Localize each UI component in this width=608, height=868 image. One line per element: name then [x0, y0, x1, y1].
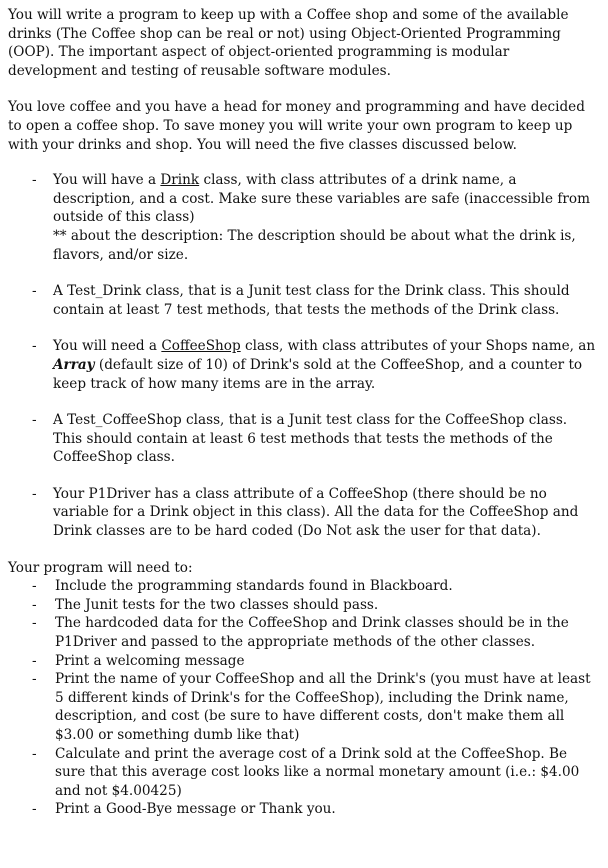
requirements-list — [8, 577, 598, 819]
coffee-shop-paragraph: You love coffee and you have a head for money and programming and have decided to open a coffee shop. To save money you will write your own program to keep up with your drinks and shop. You will need the five classes discussed below. — [8, 99, 585, 153]
array-keyword: Array — [53, 356, 95, 373]
list-dash: - — [32, 596, 37, 613]
class-item-test-coffeeshop — [8, 411, 598, 467]
class-item-coffeeshop — [8, 337, 598, 393]
class-item-driver — [8, 485, 598, 541]
drink-class-name: Drink — [160, 172, 200, 189]
requirement-text: Print a Good-Bye message or Thank you. — [55, 801, 336, 818]
list-dash: - — [32, 485, 37, 502]
requirement-text: The Junit tests for the two classes should pass. — [55, 596, 379, 613]
requirement-text: Include the programming standards found in Blackboard. — [55, 578, 453, 595]
list-item — [8, 614, 598, 651]
class-item-test-drink — [8, 282, 598, 319]
class-list — [8, 171, 598, 541]
list-dash: - — [32, 671, 37, 688]
test-coffeeshop-text: A Test_CoffeeShop class, that is a Junit test class for the CoffeeShop class. This should contain at least 6 test methods that tests the methods of the CoffeeShop class. — [53, 412, 568, 466]
class-item-drink — [8, 171, 598, 264]
drink-description-note: ** about the description: The description should be about what the drink is, flavors, and/or size. — [53, 227, 576, 263]
list-dash: - — [32, 801, 37, 818]
requirement-text: Calculate and print the average cost of a Drink sold at the CoffeeShop. Be sure that this average cost looks like a normal monetary amount (i.e.: $4.00 and not $4.00425) — [55, 745, 580, 799]
test-drink-text: A Test_Drink class, that is a Junit test class for the Drink class. This should contain at least 7 test methods, that tests the methods of the Drink class. — [53, 283, 570, 318]
requirements-heading: Your program will need to: — [8, 559, 193, 576]
coffeeshop-text-post: (default size of 10) of Drink's sold at the CoffeeShop, and a counter to keep track of how many items are in the array. — [53, 356, 583, 392]
drink-text-post: class, with class attributes of a drink name, a description, and a cost. Make sure these variables are safe (inaccessible from outside of this class) — [53, 172, 590, 226]
requirement-text: The hardcoded data for the CoffeeShop and Drink classes should be in the P1Driver and passed to the appropriate methods of the other classes. — [55, 615, 569, 651]
list-dash: - — [32, 578, 37, 595]
list-dash: - — [32, 338, 37, 355]
requirement-text: Print a welcoming message — [55, 652, 245, 669]
list-dash: - — [32, 652, 37, 669]
driver-text: Your P1Driver has a class attribute of a CoffeeShop (there should be no variable for a Drink object in this class). All the data for the CoffeeShop and Drink classes are to be hard coded (Do Not ask the user for that data). — [53, 485, 579, 540]
requirement-text: Print the name of your CoffeeShop and all the Drink's (you must have at least 5 different kinds of Drink's for the CoffeeShop), including the Drink name, description, and cost (be sure to have different costs, don't make them all $3.00 or something dumb like that) — [55, 671, 591, 743]
coffeeshop-text-pre: You will need a — [53, 338, 162, 355]
list-item — [8, 670, 598, 744]
list-item — [8, 577, 598, 596]
list-dash: - — [32, 745, 37, 762]
list-dash: - — [32, 615, 37, 632]
intro-paragraph: You will write a program to keep up with a Coffee shop and some of the available drinks (The Coffee shop can be real or not) using Object-Oriented Programming (OOP). The important aspect of object-oriented programming is modular development and testing of reusable software modules. — [8, 7, 569, 79]
drink-text-pre: You will have a — [53, 172, 161, 189]
assignment-document — [8, 6, 598, 819]
list-dash: - — [32, 172, 37, 189]
list-dash: - — [32, 283, 37, 300]
list-item — [8, 652, 598, 671]
coffeeshop-class-name: CoffeeShop — [161, 338, 241, 355]
list-dash: - — [32, 412, 37, 429]
list-item — [8, 745, 598, 801]
coffeeshop-text-mid: class, with class attributes of your Shops name, an — [240, 338, 596, 355]
list-item — [8, 800, 598, 819]
list-item — [8, 596, 598, 615]
